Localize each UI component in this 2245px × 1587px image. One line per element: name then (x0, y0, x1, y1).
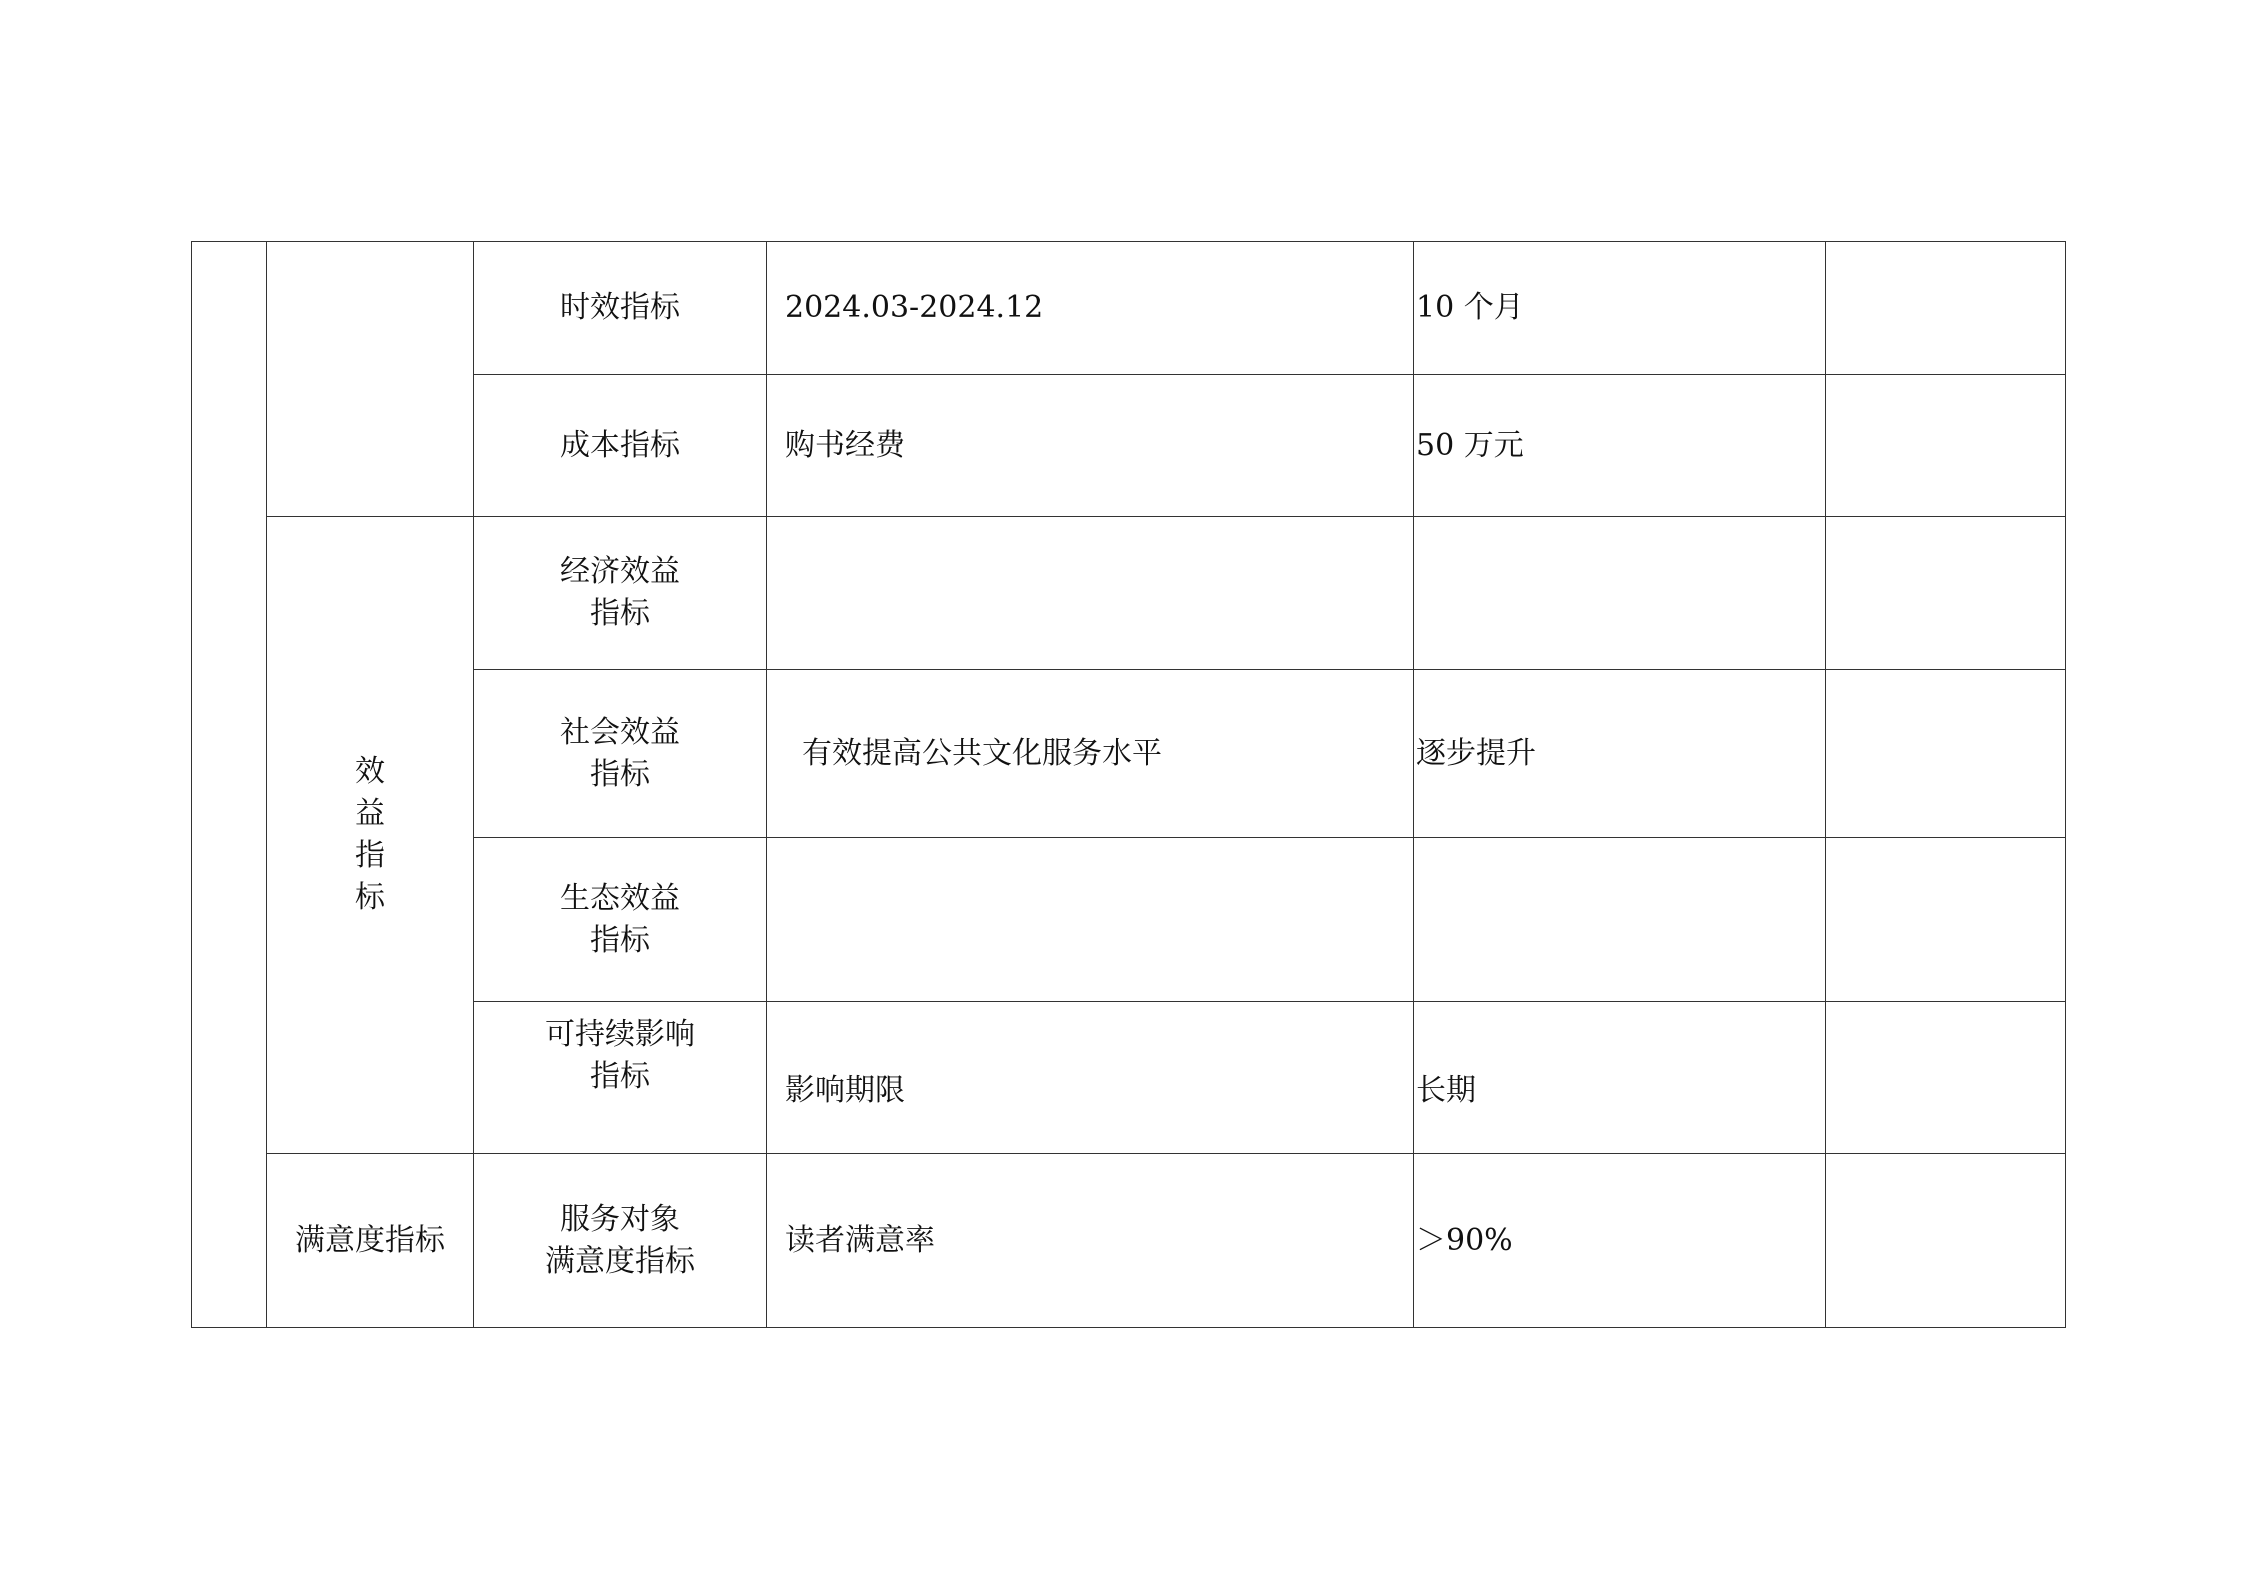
table-row (192, 242, 2066, 375)
value-cell: 逐步提升 (1414, 670, 1826, 838)
level3-line: 经济效益 (560, 554, 680, 589)
value-cell: 50 万元 (1414, 375, 1826, 517)
vertical-char: 益 (355, 796, 385, 831)
extra-cell (1826, 1002, 2066, 1154)
extra-cell (1826, 1154, 2066, 1328)
table-row (192, 1002, 2066, 1154)
extra-cell (1826, 838, 2066, 1002)
level3-line: 指标 (590, 596, 650, 631)
value-cell: 长期 (1414, 1002, 1826, 1154)
level3-cell (474, 1154, 767, 1328)
level3-line: 指标 (590, 922, 650, 958)
level3-line: 社会效益 (560, 714, 680, 750)
table-row (192, 517, 2066, 670)
level3-cell (474, 1002, 767, 1154)
content-cell (767, 838, 1414, 1002)
extra-cell (1826, 517, 2066, 670)
content-cell (767, 517, 1414, 670)
vertical-char: 指 (355, 838, 385, 873)
level3-line: 满意度指标 (545, 1243, 695, 1279)
level3-cell (474, 838, 767, 1002)
level3-cell (474, 670, 767, 838)
level1-cell (192, 242, 267, 1328)
extra-cell (1826, 242, 2066, 375)
vertical-char: 标 (355, 880, 385, 915)
level3-cell: 成本指标 (474, 375, 767, 517)
vertical-char: 效 (355, 754, 385, 789)
value-cell: 10 个月 (1414, 242, 1826, 375)
performance-indicator-table (191, 241, 2066, 1328)
content-cell: 2024.03-2024.12 (767, 242, 1414, 375)
value-cell (1414, 838, 1826, 1002)
level3-line: 可持续影响 (545, 1017, 695, 1052)
level3-line: 生态效益 (560, 880, 680, 916)
table-row (192, 1154, 2066, 1328)
satisfaction-indicator-cell: 满意度指标 (267, 1154, 474, 1328)
level3-cell: 时效指标 (474, 242, 767, 375)
content-cell: 购书经费 (767, 375, 1414, 517)
content-cell: 影响期限 (767, 1002, 1414, 1154)
extra-cell (1826, 375, 2066, 517)
level3-line: 指标 (590, 756, 650, 792)
value-cell: ＞90% (1414, 1154, 1826, 1328)
level3-cell (474, 517, 767, 670)
level3-line: 指标 (590, 1059, 650, 1094)
value-cell (1414, 517, 1826, 670)
content-cell: 读者满意率 (767, 1154, 1414, 1328)
table-row (192, 375, 2066, 517)
benefit-indicator-cell (267, 517, 474, 1154)
table-row (192, 670, 2066, 838)
content-cell: 有效提高公共文化服务水平 (767, 670, 1414, 838)
table-row (192, 838, 2066, 1002)
level2-cell (267, 242, 474, 517)
level3-line: 服务对象 (560, 1201, 680, 1237)
extra-cell (1826, 670, 2066, 838)
